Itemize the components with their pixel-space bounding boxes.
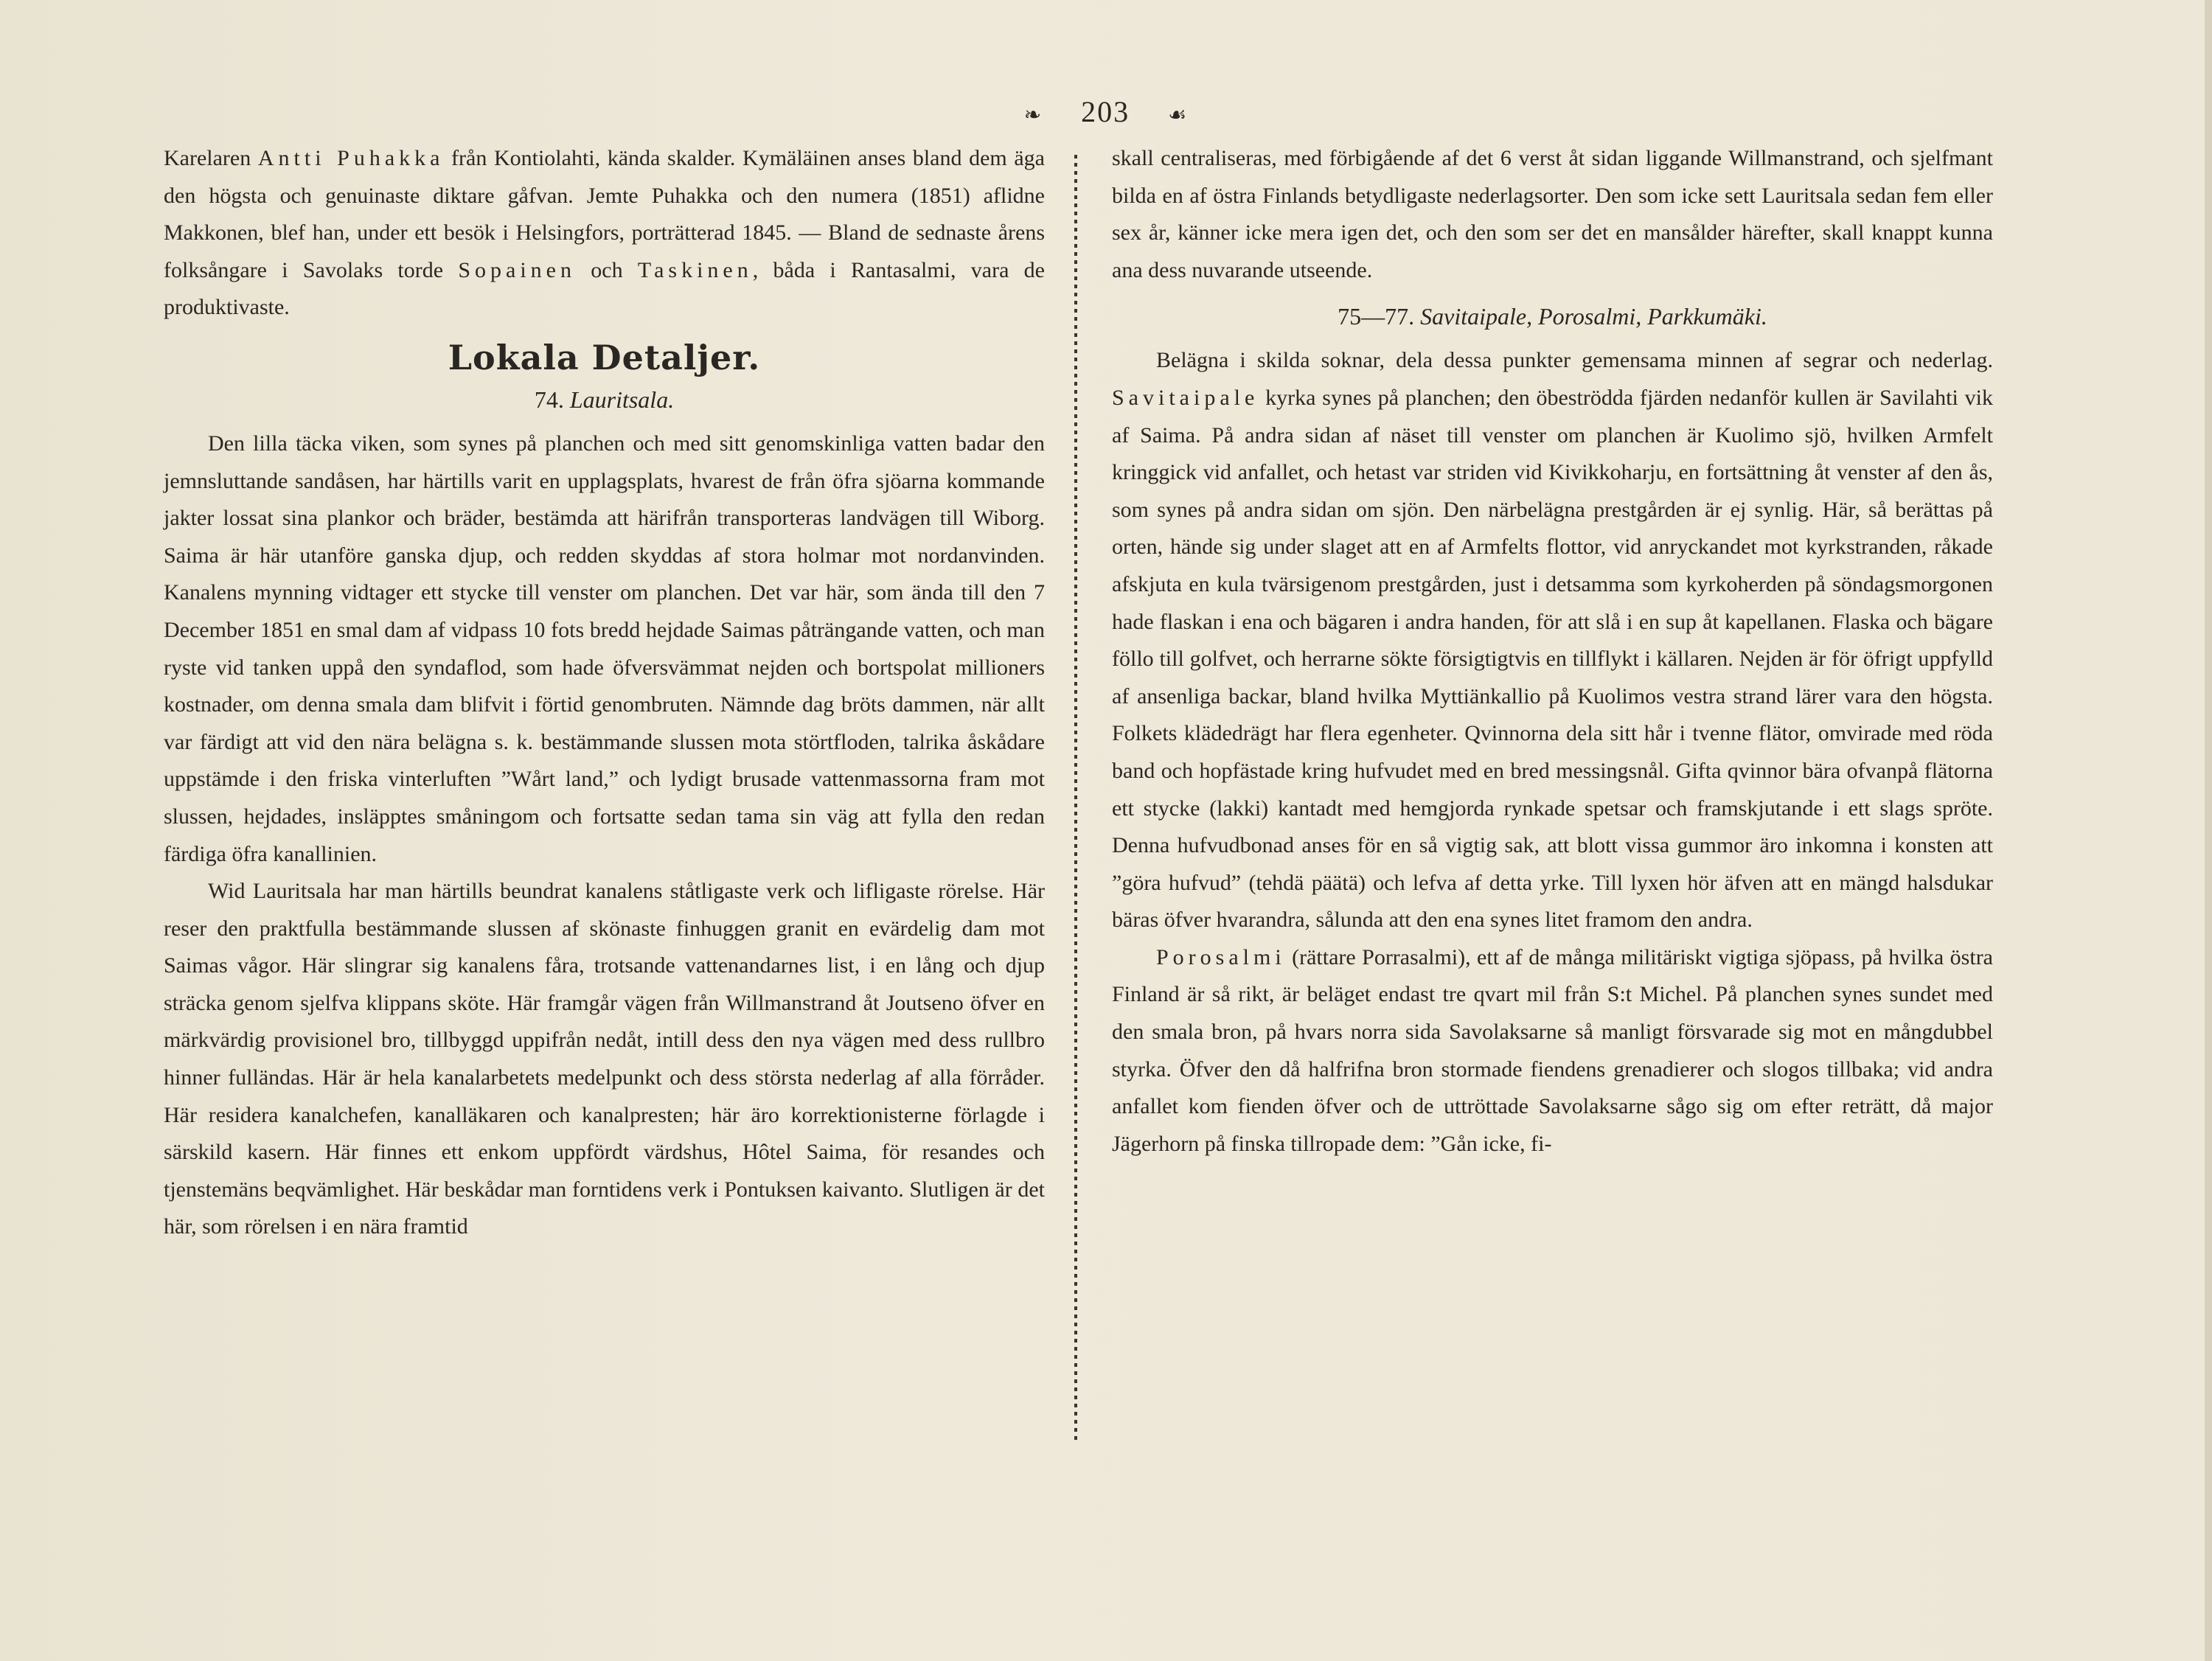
subsection-number: 75—77. <box>1338 303 1415 330</box>
spaced-name: Savitaipale <box>1112 385 1259 410</box>
ornament-left-icon: ❧ <box>1023 103 1043 127</box>
ornament-right-icon: ☙ <box>1168 103 1189 127</box>
right-column <box>1112 140 1993 1163</box>
text-run: från Kontiolahti, kända skalder. Kymäläinen anses bland dem äga den högsta och genuinaste diktare gåfvan. Jemte Puhakka och den numera (1851) aflidne Makkonen, blef han, under ett besök i Helsingfors, porträtterad 1845. — Bland de sednaste årens folksångare i Savolaks torde <box>164 146 1045 282</box>
column-divider <box>1074 155 1077 1441</box>
spaced-name: Porosalmi <box>1156 944 1286 969</box>
text-run: och <box>576 257 638 282</box>
intro-paragraph <box>164 140 1045 327</box>
text-run: Karelaren <box>164 146 258 170</box>
paragraph-savitaipale <box>1112 342 1993 939</box>
page-edge <box>2205 0 2212 1661</box>
page-header <box>0 94 2212 129</box>
spaced-name: Taskinen <box>637 257 753 282</box>
subsection-heading <box>1112 298 1993 335</box>
text-run: (rättare Porrasalmi), ett af de många militäriskt vigtiga sjöpass, på hvilka östra Finland är så rikt, är beläget endast tre qvart mil från S:t Michel. På planchen synes sundet med den smala bron, på hvars norra sida Savolaksarne så manligt försvarade sig mot en mångdubbel styrka. Öfver den då halfrifna bron stormade fiendens grenadierer och slogos tillbaka; vid andra anfallet kom fienden öfver och de uttröttade Savolaksarne sågo sig om efter reträtt, då major Jägerhorn på finska tillropade dem: ”Gån icke, fi- <box>1112 944 1993 1156</box>
page-number: 203 <box>1081 95 1130 128</box>
spaced-name: Antti Puhakka <box>257 146 445 170</box>
spaced-name: Sopainen <box>458 257 576 282</box>
subsection-title: Lauritsala. <box>569 386 675 413</box>
text-run: Belägna i skilda soknar, dela dessa punkter gemensama minnen af segrar och nederlag. <box>1156 348 1993 373</box>
paragraph-lauritsala-1: Den lilla täcka viken, som synes på planchen och med sitt genomskinliga vatten badar den jemnsluttande sandåsen, har härtills varit en upplagsplats, hvarest de från öfra sjöarna kommande jakter lossat sina plankor och bräder, bestämda att härifrån transporteras landvägen till Wiborg. Saima är här utanföre ganska djup, och redden skyddas af stora holmar mot nordanvinden. Kanalens mynning vidtager ett stycke till venster om planchen. Det var här, som ända till den 7 December 1851 en smal dam af vidpass 10 fots bredd hejdade Saimas påträngande vatten, och man ryste vid tanken uppå den syndaflod, som hade öfversvämmat nejden och bortspolat millioners kostnader, om denna smala dam blifvit i förtid genombruten. Nämnde dag bröts dammen, när allt var färdigt att vid den nära belägna s. k. bestämmande slussen mota störtfloden, talrika åskådare uppstämde i den friska vinterluften ”Wårt land,” och lydigt brusade vattenmassorna fram mot slussen, hejdades, insläpptes småningom och fortsatte sedan tama sin väg att fylla den redan färdiga öfra kanallinien. <box>164 431 1045 866</box>
paragraph-lauritsala-2: Wid Lauritsala har man härtills beundrat kanalens ståtligaste verk och lifligaste rörelse. Här reser den praktfulla bestämmande slussen af skönaste finhuggen granit en evärdelig dam mot Saimas vågor. Här slingrar sig kanalens fåra, trotsande vattenandarnes list, i en lång och djup sträcka genom sjelfva klippans sköte. Här framgår vägen från Willmanstrand åt Joutseno öfver en märkvärdig provisionel bro, tillbyggd uppifrån nedåt, intill dess den nya vägen med dess rullbro hinner fulländas. Här är hela kanalarbetets medelpunkt och dess största nederlag af alla förråder. Här residera kanalchefen, kanalläkaren och kanalpresten; här äro korrektionisterne förlagde i särskild kasern. Här finnes ett enkom uppfördt värdshus, Hôtel Saima, för resandes och tjenstemäns beqvämlighet. Här beskådar man forntidens verk i Pontuksen kaivanto. Slutligen är det här, som rörelsen i en nära framtid <box>164 879 1045 1239</box>
continuation-paragraph: skall centraliseras, med förbigående af det 6 verst åt sidan liggande Willmanstrand, och sjelfmant bilda en af östra Finlands betydligaste nederlagsorter. Den som icke sett Lauritsala sedan fem eller sex år, känner icke mera igen det, och den som ser det en mansålder härefter, skall knappt kunna ana dess nuvarande utseende. <box>1112 146 1993 282</box>
paragraph-porosalmi <box>1112 939 1993 1163</box>
subsection-title: Savitaipale, Porosalmi, Parkkumäki. <box>1420 303 1767 330</box>
subsection-number: 74. <box>534 386 564 413</box>
left-column <box>164 140 1045 1246</box>
subsection-heading <box>164 381 1045 418</box>
section-title: Lokala Detaljer. <box>448 337 761 377</box>
text-run: , båda i Rantasalmi, vara de produktivaste. <box>164 257 1045 320</box>
text-run: kyrka synes på planchen; den öbeströdda fjärden nedanför kullen är Savilahti vik af Saima. På andra sidan af näset till venster om planchen är Kuolimo sjö, hvilken Armfelt kringgick vid anfallet, och hetast var striden vid Kivikkoharju, en fortsättning åt venster af den ås, som synes på andra sidan om sjön. Den närbelägna prestgården är ej synlig. Här, så berättas på orten, hände sig under slaget att en af Armfelts flottor, vid anryckandet mot kyrkstranden, råkade afskjuta en kula tvärsigenom prestgården, just i detsamma som kyrkoherden på söndagsmorgonen hade flaskan i ena och bägaren i andra handen, för att slå i en sup åt kapellanen. Flaska och bägare föllo till golfvet, och herrarne sökte försigtigtvis en tillflykt i källaren. Nejden är för öfrigt uppfylld af ansenliga backar, bland hvilka Myttiänkallio på Kuolimos vestra strand lärer vara den högsta. Folkets klädedrägt har flera egenheter. Qvinnorna dela sitt hår i tvenne flätor, omvirade med röda band och hopfästade kring hufvudet med en bred messingsnål. Gifta qvinnor bära ofvanpå flätorna ett stycke (lakki) kantadt med hemgjorda rynkade spetsar och framskjutande i ett slags spröte. Denna hufvudbonad anses för en så vigtig sak, att blott vissa gummor äro inkomna i konsten att ”göra hufvud” (tehdä päätä) och lefva af detta yrke. Till lyxen hör äfven att en mängd halsdukar bäras öfver hvarandra, sålunda att den ena synes litet framom den andra. <box>1112 385 1993 933</box>
